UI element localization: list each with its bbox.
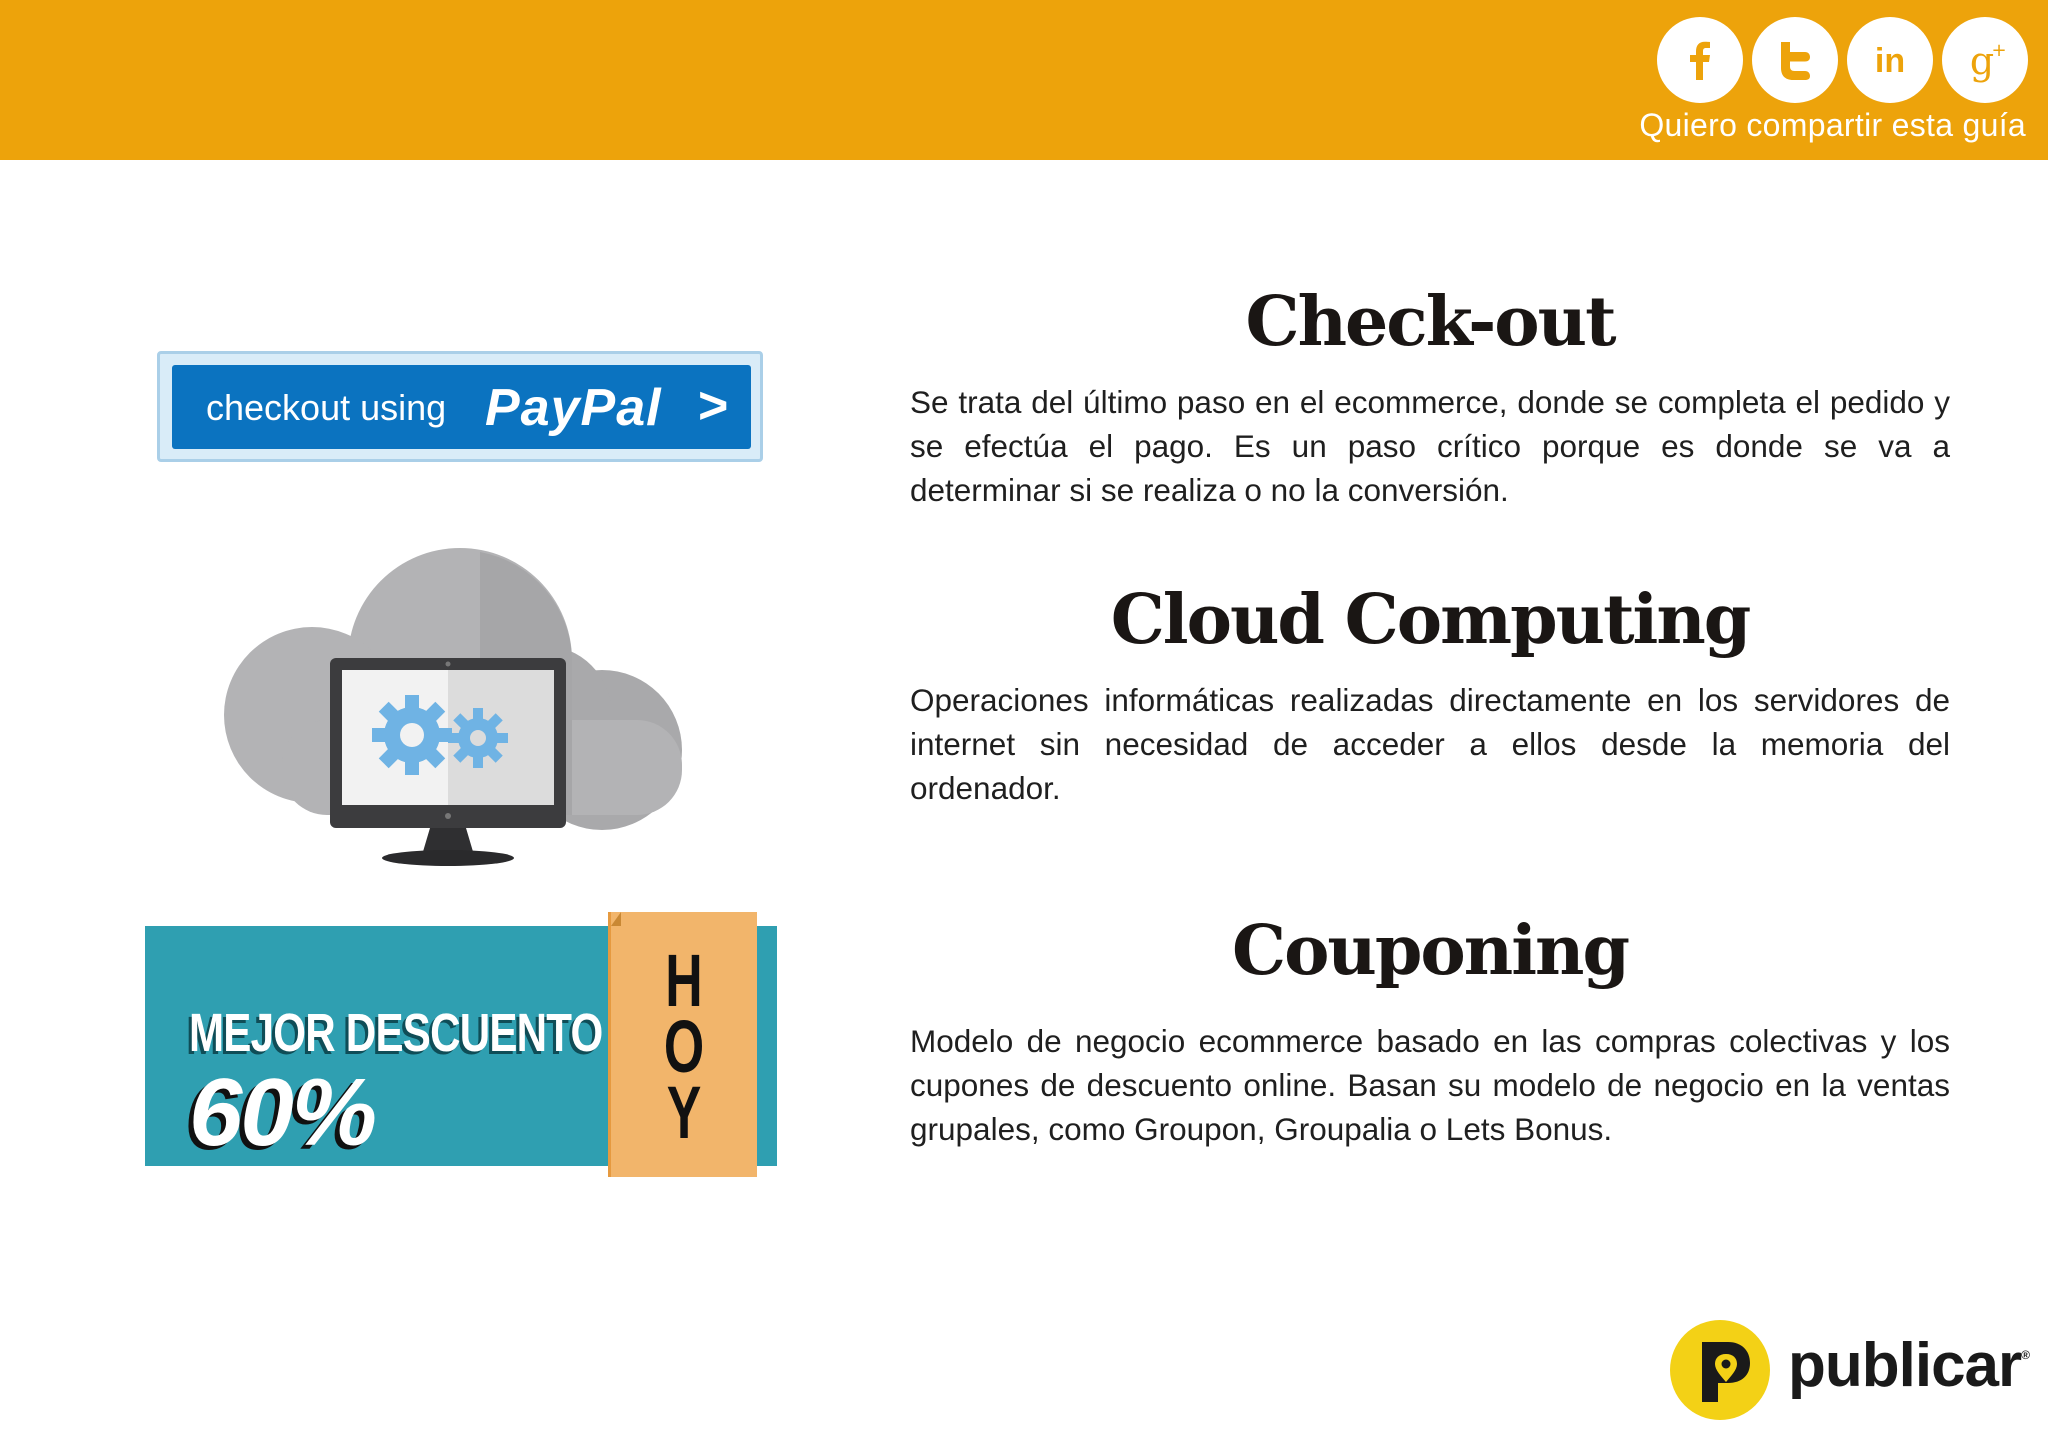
svg-text:+: + bbox=[1991, 40, 2007, 61]
paypal-button-face bbox=[172, 365, 751, 449]
cloud-computing-illustration bbox=[212, 540, 712, 870]
term-checkout bbox=[910, 282, 1950, 512]
share-caption: Quiero compartir esta guía bbox=[1639, 107, 2026, 143]
linkedin-share-button[interactable] bbox=[1847, 17, 1933, 103]
publicar-logo-mark-icon bbox=[1670, 1320, 1770, 1420]
publicar-logo-text: publicar® bbox=[1788, 1331, 2030, 1400]
googleplus-icon bbox=[1959, 34, 2011, 86]
gear-icon bbox=[448, 708, 508, 768]
paypal-checkout-button[interactable] bbox=[157, 351, 763, 462]
svg-text:g: g bbox=[1969, 39, 1995, 83]
term-title: Check-out bbox=[1245, 282, 1615, 362]
coupon-tab-letter: H bbox=[665, 939, 703, 1022]
term-title: Cloud Computing bbox=[1110, 580, 1750, 660]
svg-text:in: in bbox=[1874, 42, 1906, 80]
header-bar bbox=[0, 0, 2048, 160]
coupon-tab bbox=[611, 912, 757, 1177]
term-description: Modelo de negocio ecommerce basado en las compras colectivas y los cupones de descuento online. Basan su modelo de negocio en la ventas grupales, como Groupon, Groupalia o Lets Bonus. bbox=[910, 1023, 1950, 1147]
publicar-logo bbox=[1670, 1320, 2040, 1425]
facebook-share-button[interactable] bbox=[1657, 17, 1743, 103]
coupon-tab-letter: O bbox=[663, 1005, 705, 1088]
term-title: Couponing bbox=[1231, 911, 1629, 991]
paypal-brand-text: PayPal bbox=[485, 379, 662, 437]
twitter-icon bbox=[1769, 34, 1821, 86]
term-description: Se trata del último paso en el ecommerce, donde se completa el pedido y se efectúa el pago. Es un paso crítico porque es donde se va a determinar si se realiza o no la conversión. bbox=[910, 384, 1950, 508]
term-description: Operaciones informáticas realizadas directamente en los servidores de internet sin necesidad de acceder a ellos desde la memoria del ordenador. bbox=[910, 682, 1950, 806]
googleplus-share-button[interactable] bbox=[1942, 17, 2028, 103]
coupon-label: MEJOR DESCUENTO bbox=[189, 1003, 603, 1063]
coupon-tab-text bbox=[611, 939, 757, 1154]
monitor-icon bbox=[330, 658, 566, 866]
discount-coupon bbox=[145, 912, 780, 1180]
chevron-right-icon: > bbox=[698, 377, 729, 435]
term-cloud-computing bbox=[910, 580, 1950, 810]
facebook-icon bbox=[1674, 34, 1726, 86]
paypal-button-text: checkout using bbox=[206, 387, 447, 428]
term-couponing bbox=[910, 911, 1950, 1151]
twitter-share-button[interactable] bbox=[1752, 17, 1838, 103]
linkedin-icon bbox=[1864, 34, 1916, 86]
gear-icon bbox=[372, 695, 452, 775]
coupon-value: 60% bbox=[189, 1059, 376, 1166]
coupon-tab-fold bbox=[611, 912, 621, 926]
coupon-tab-letter: Y bbox=[666, 1071, 702, 1154]
